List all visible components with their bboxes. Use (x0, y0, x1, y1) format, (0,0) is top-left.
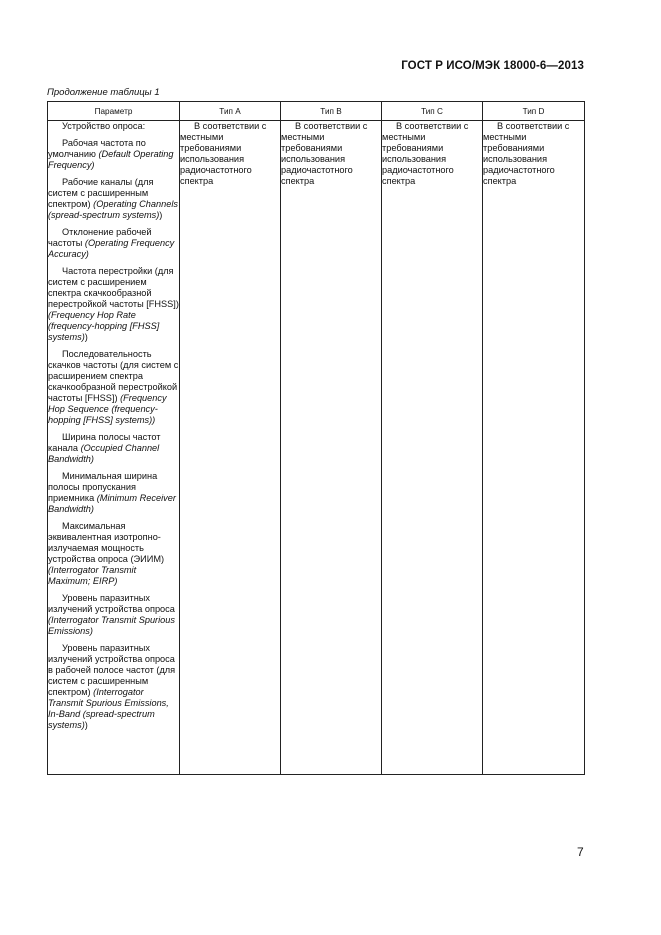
table-caption: Продолжение таблицы 1 (47, 87, 160, 98)
parameters-table (47, 101, 585, 775)
table-row (48, 121, 585, 775)
type-b-cell: В соответствии с местными требованиями использования радиочастотного спектра (281, 121, 382, 775)
table-header-row (48, 102, 585, 121)
parameter-item: Уровень паразитных излучений устройства опроса в рабочей полосе частот (для систем с расширенным спектром) (Interrogator Transmit Spurious Emissions, In-Band (spread-spectrum systems)) (48, 643, 176, 730)
parameter-item: Отклонение рабочей частоты (Operating Frequency Accuracy) (48, 227, 175, 259)
parameter-item: Частота перестройки (для систем с расширением спектра скачкообразной перестройкой частоты [FHSS]) (Frequency Hop Rate (frequency-hopping [FHSS] systems)) (48, 266, 179, 342)
type-d-cell: В соответствии с местными требованиями использования радиочастотного спектра (483, 121, 585, 775)
page-number: 7 (577, 845, 584, 859)
header-type-b: Тип B (281, 102, 382, 121)
parameter-item: Ширина полосы частот канала (Occupied Channel Bandwidth) (48, 432, 161, 464)
type-a-cell: В соответствии с местными требованиями использования радиочастотного спектра (180, 121, 281, 775)
parameter-item: Минимальная ширина полосы пропускания приемника (Minimum Receiver Bandwidth) (48, 471, 176, 514)
parameter-item: Рабочие каналы (для систем с расширенным спектром) (Operating Channels (spread-spectrum systems)) (48, 177, 178, 220)
type-c-cell: В соответствии с местными требованиями использования радиочастотного спектра (382, 121, 483, 775)
parameter-item: Максимальная эквивалентная изотропно-излучаемая мощность устройства опроса (ЭИИМ) (Interrogator Transmit Maximum; EIRP) (48, 521, 165, 586)
header-parameter: Параметр (48, 102, 180, 121)
header-type-d: Тип D (483, 102, 585, 121)
parameter-cell (48, 121, 180, 775)
header-type-c: Тип C (382, 102, 483, 121)
header-type-a: Тип A (180, 102, 281, 121)
parameter-item: Устройство опроса: (62, 121, 146, 131)
parameter-item: Уровень паразитных излучений устройства опроса (Interrogator Transmit Spurious Emissions) (48, 593, 175, 636)
parameter-item: Последовательность скачков частоты (для систем с расширением спектра скачкообразной перестройкой частоты [FHSS]) (Frequency Hop Sequence (frequency-hopping [FHSS] systems)) (48, 349, 179, 425)
parameter-item: Рабочая частота по умолчанию (Default Operating Frequency) (48, 138, 174, 170)
standard-designation: ГОСТ Р ИСО/МЭК 18000-6—2013 (401, 60, 584, 72)
